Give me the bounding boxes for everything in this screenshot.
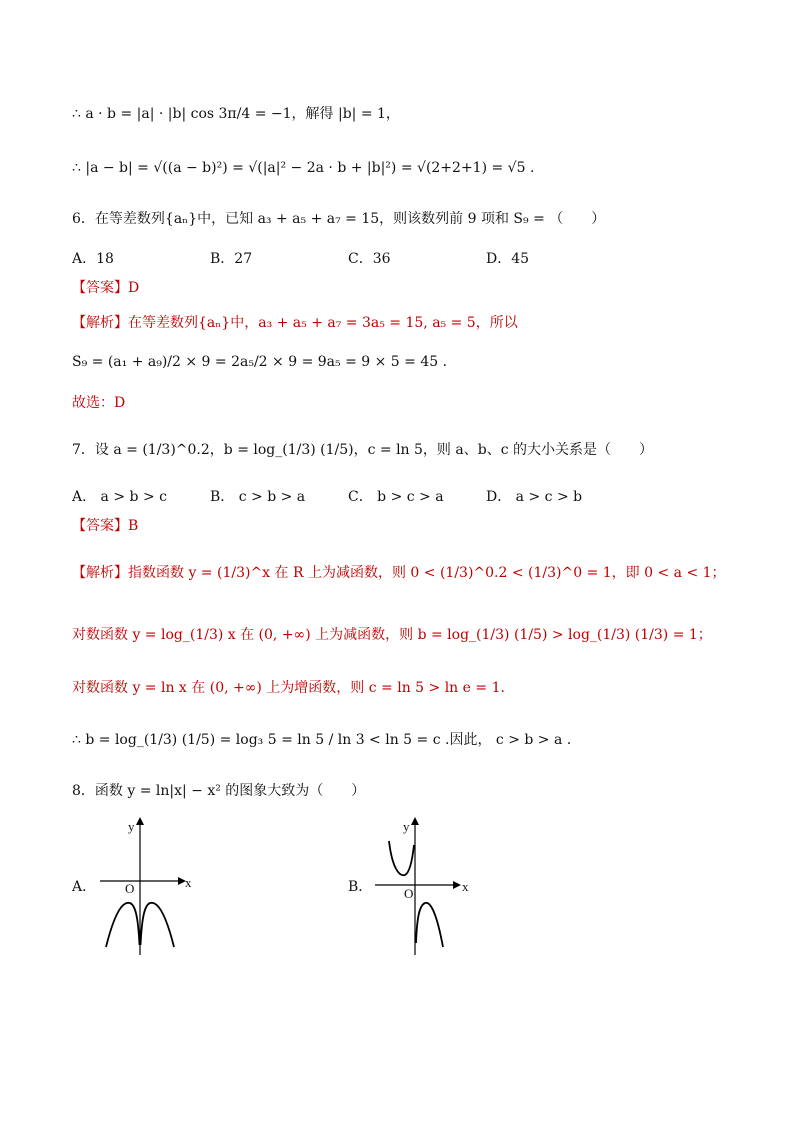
- graph-b-x-arrow: [453, 881, 461, 889]
- graph-a-curve-right: [141, 903, 175, 947]
- question-6: 6．在等差数列{aₙ}中，已知 a₃ + a₅ + a₇ = 15，则该数列前 9 项和 S₉ = （ ）: [72, 211, 606, 227]
- q7-analysis-3: 对数函数 y = ln x 在 (0, +∞) 上为增函数，则 c = ln 5 > ln e = 1.: [72, 680, 505, 696]
- q7-option-d: D． a > c > b: [486, 489, 583, 505]
- graph-a-x-label: x: [185, 875, 192, 890]
- graph-b-curve-right: [416, 903, 443, 947]
- graph-b-x-label: x: [462, 879, 469, 894]
- graph-a-label: A．: [72, 879, 97, 895]
- graph-a-y-label: y: [128, 819, 135, 834]
- q6-analysis-1: 【解析】在等差数列{aₙ}中，a₃ + a₅ + a₇ = 3a₅ = 15, a₅ = 5，所以: [72, 315, 518, 331]
- q7-analysis-4: ∴ b = log_(1/3) (1/5) = log₃ 5 = ln 5 / ln 3 < ln 5 = c .因此， c > b > a .: [72, 732, 572, 748]
- q7-analysis-2: 对数函数 y = log_(1/3) x 在 (0, +∞) 上为减函数，则 b = log_(1/3) (1/5) > log_(1/3) (1/3) = 1；: [72, 627, 712, 643]
- q6-option-c: C．36: [348, 251, 391, 267]
- q6-option-a: A．18: [72, 251, 114, 267]
- q6-choice: 故选：D: [72, 395, 126, 411]
- graph-b-origin-label: O: [404, 886, 414, 901]
- graph-b-label: B．: [348, 879, 373, 895]
- graph-a: [100, 815, 210, 955]
- graph-a-y-arrow: [136, 817, 144, 825]
- solution-line-1: ∴ a · b = |a| · |b| cos 3π/4 = −1，解得 |b| = 1，: [72, 106, 400, 122]
- question-7: 7．设 a = (1/3)^0.2，b = log_(1/3) (1/5)，c = ln 5，则 a、b、c 的大小关系是（ ）: [72, 442, 653, 458]
- q7-answer: 【答案】B: [72, 518, 139, 534]
- question-8: 8．函数 y = ln|x| − x² 的图象大致为（ ）: [72, 783, 366, 799]
- graph-b-curve-left: [389, 841, 414, 875]
- q6-analysis-2: S₉ = (a₁ + a₉)/2 × 9 = 2a₅/2 × 9 = 9a₅ = 9 × 5 = 45 .: [72, 354, 448, 370]
- graph-a-origin-label: O: [125, 881, 135, 896]
- graph-b-y-arrow: [411, 817, 419, 825]
- graph-b-y-label: y: [403, 819, 410, 834]
- q7-option-c: C． b > c > a: [348, 489, 444, 505]
- q6-option-b: B．27: [210, 251, 253, 267]
- q7-analysis-1: 【解析】指数函数 y = (1/3)^x 在 R 上为减函数，则 0 < (1/3)^0.2 < (1/3)^0 = 1，即 0 < a < 1；: [72, 565, 726, 581]
- q6-answer: 【答案】D: [72, 280, 140, 296]
- q6-option-d: D．45: [486, 251, 530, 267]
- graph-a-curve-left: [106, 903, 140, 947]
- solution-line-2: ∴ |a − b| = √((a − b)²) = √(|a|² − 2a · b + |b|²) = √(2+2+1) = √5 .: [72, 160, 535, 176]
- q7-option-b: B． c > b > a: [210, 489, 306, 505]
- q7-option-a: A． a > b > c: [72, 489, 167, 505]
